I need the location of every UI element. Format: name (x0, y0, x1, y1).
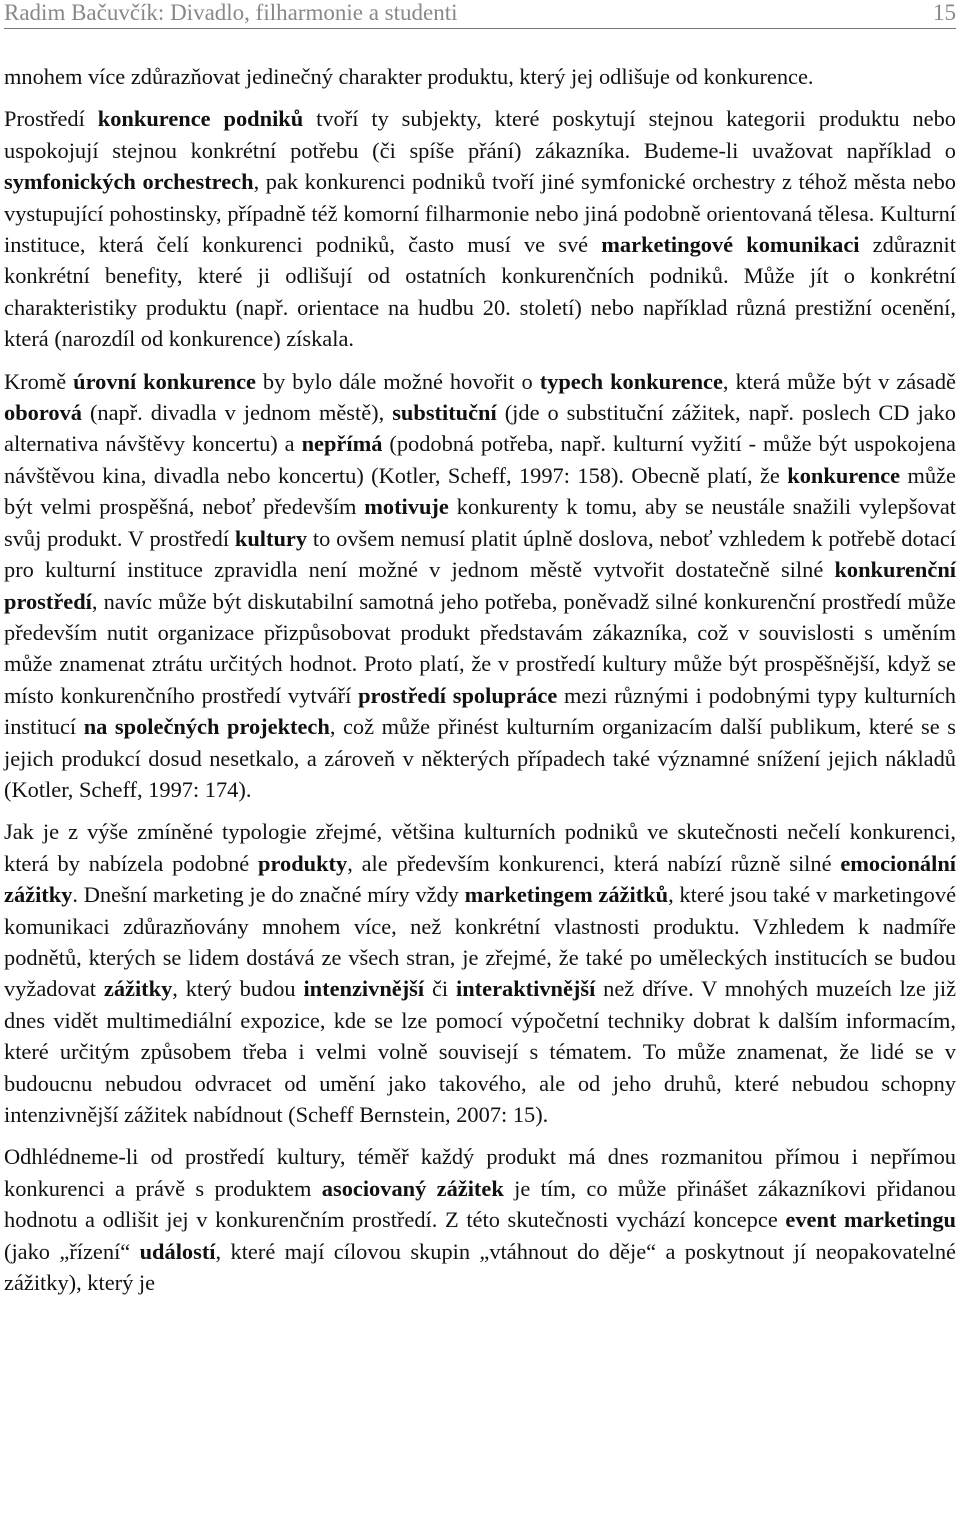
text-run: , která může být v zásadě (722, 368, 956, 394)
bold-term: interaktivnější (456, 976, 596, 1002)
bold-term: událostí (139, 1238, 216, 1264)
body-text (4, 61, 956, 1298)
text-run: (např. divadla v jednom městě), (81, 400, 393, 426)
text-run: by bylo dále možné hovořit o (255, 368, 540, 394)
text-run: či (424, 976, 456, 1002)
text-run: to ovšem nemusí platit úplně doslova, neboť vzhledem k potřebě dotací pro kulturní instituce zpravidla není možné v jednom městě vytvořit dostatečně silné (4, 525, 957, 583)
bold-term: substituční (392, 400, 497, 426)
bold-term: konkurence podniků (97, 106, 304, 132)
paragraph (4, 103, 956, 354)
bold-term: produkty (258, 850, 348, 876)
bold-term: konkurenční prostředí (4, 557, 956, 614)
text-run: . Dnešní marketing je do značné míry vždy (72, 882, 465, 908)
bold-term: na společných projektech (83, 714, 330, 740)
text-run: (jde o substituční zážitek, např. poslech CD jako alternativa návštěvy koncertu) a (4, 400, 956, 457)
text-run: mezi různými i podobnými typy kulturních institucí (4, 682, 956, 740)
text-run: je tím, co může přinášet zákazníkovi přidanou hodnotu a odlišit jej v konkurenčním prostředí. Z této skutečnosti vychází koncepce (4, 1175, 957, 1233)
page-number: 15 (933, 0, 956, 25)
page-header (4, 0, 956, 29)
running-title: Radim Bačuvčík: Divadlo, filharmonie a studenti (4, 0, 458, 25)
text-run: (podobná potřeba, např. kulturní vyžití - může být uspokojena návštěvou kina, divadla nebo koncertu) (Kotler, Scheff, 1997: 158). Obecně platí, že (4, 431, 956, 488)
text-run: , navíc může být diskutabilní samotná jeho potřeba, poněvadž silné konkurenční prostředí může především nutit organizace přizpůsobovat produkt představám zákazníka, což v souvislosti s uměním může znamenat ztrátu určitých hodnot. Proto platí, že v prostředí kultury může být prospěšnější, když se místo konkurenčního prostředí vytváří (4, 588, 956, 708)
text-run: Odhlédneme-li od prostředí kultury, téměř každý produkt má dnes rozmanitou přímou i nepřímou konkurenci a právě s produktem (4, 1144, 956, 1201)
text-run: Prostředí (4, 106, 98, 132)
bold-term: konkurence (787, 462, 901, 488)
bold-term: marketingové komunikaci (601, 232, 860, 258)
text-run: může být velmi prospěšná, neboť především (4, 462, 956, 520)
bold-term: oborová (4, 400, 82, 426)
text-run: konkurenty k tomu, aby se neustále snažili vylepšovat svůj produkt. V prostředí (4, 494, 956, 551)
text-run: , pak konkurenci podniků tvoří jiné symfonické orchestry z téhož města nebo vystupující pohostinsky, případně též komorní filharmonie nebo jiná podobně orientovaná tělesa. Kulturní instituce, která čelí konkurenci podniků, často musí ve své (4, 169, 956, 258)
text-run: tvoří ty subjekty, které poskytují stejnou kategorii produktu nebo uspokojují stejnou konkrétní potřebu (či spíše přání) zákazníka. Budeme-li uvažovat například o (4, 106, 956, 163)
text-run: , který budou (172, 976, 304, 1002)
paragraph (4, 61, 956, 92)
text-run: , ale především konkurenci, která nabízí různě silné (347, 850, 841, 876)
bold-term: asociovaný zážitek (321, 1175, 504, 1201)
text-run: , které mají cílovou skupin „vtáhnout do děje“ a poskytnout jí neopakovatelné zážitky), který je (4, 1238, 956, 1296)
bold-term: motivuje (364, 494, 449, 520)
text-run: než dříve. V mnohých muzeích lze již dnes vidět multimediální expozice, kde se lze pomocí výpočetní techniky dobrat k dalším informacím, které určitým způsobem třeba i velmi volně souvisejí s tématem. To může znamenat, že lidé se v budoucnu nebudou odvracet od umění jako takového, ale od jeho druhů, které nebudou schopny intenzivnější zážitek nabídnout (Scheff Bernstein, 2007: 15). (4, 976, 957, 1127)
text-run: , což může přinést kulturním organizacím další publikum, které se s jejich produkcí dosud nesetkalo, a zároveň v některých případech také významné snížení jejich nákladů (Kotler, Scheff, 1997: 174). (4, 714, 956, 802)
text-run: mnohem více zdůrazňovat jedinečný charakter produktu, který jej odlišuje od konkurence. (4, 64, 814, 89)
paragraph (4, 1141, 956, 1298)
bold-term: prostředí spolupráce (358, 682, 558, 708)
text-run: Kromě (4, 368, 74, 394)
bold-term: kultury (234, 525, 308, 551)
text-run: Jak je z výše zmíněné typologie zřejmé, většina kulturních podniků ve skutečnosti nečelí konkurenci, která by nabízela podobné (4, 819, 956, 876)
bold-term: marketingem zážitků (464, 882, 669, 908)
paragraph (4, 816, 956, 1130)
bold-term: event marketingu (785, 1207, 957, 1233)
bold-term: úrovní konkurence (73, 368, 256, 394)
bold-term: zážitky (103, 976, 173, 1002)
text-run: , které jsou také v marketingové komunikaci zdůrazňovány mnohem více, než konkrétní vlastnosti produktu. Vzhledem k nadmíře podnětů, kterých se lidem dostává ze všech stran, je zřejmé, že také po uměleckých institucích se budou vyžadovat (4, 882, 957, 1002)
bold-term: typech konkurence (539, 368, 723, 394)
bold-term: intenzivnější (303, 976, 425, 1002)
bold-term: emocionální zážitky (4, 850, 956, 908)
text-run: (jako „řízení“ (4, 1238, 140, 1264)
bold-term: symfonických orchestrech (4, 169, 254, 195)
text-run: zdůraznit konkrétní benefity, které ji odlišují od ostatních konkurenčních podniků. Může jít o konkrétní charakteristiky produktu (např. orientace na hudbu 20. století) nebo například různá prestižní ocenění, která (narozdíl od konkurence) získala. (4, 232, 956, 352)
paragraph (4, 366, 956, 806)
bold-term: nepřímá (301, 431, 383, 457)
